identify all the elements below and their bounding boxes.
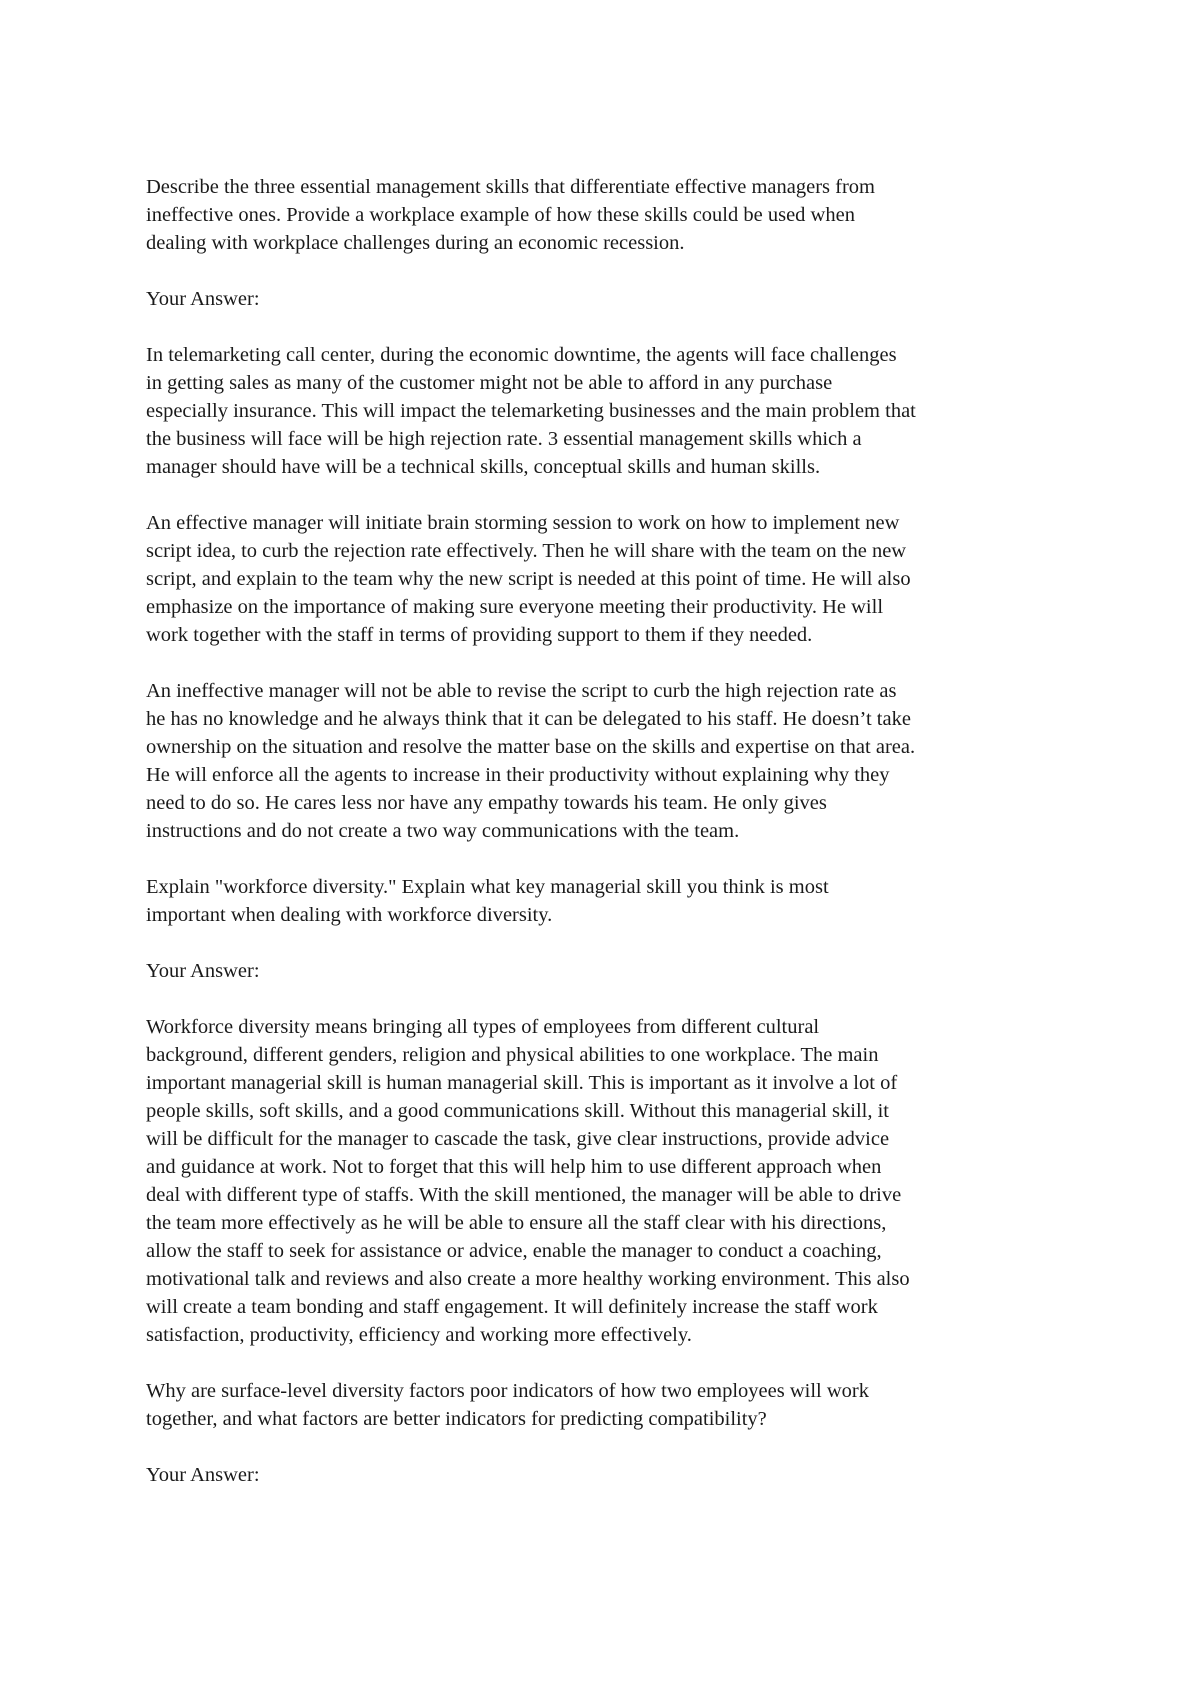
text-line: He will enforce all the agents to increase in their productivity without explaining why they: [146, 764, 890, 786]
answer-1-paragraph-3: [146, 677, 1076, 845]
text-line: manager should have will be a technical skills, conceptual skills and human skills.: [146, 456, 821, 478]
text-line: and guidance at work. Not to forget that this will help him to use different approach when: [146, 1156, 882, 1178]
text-line: script, and explain to the team why the new script is needed at this point of time. He will also: [146, 568, 911, 590]
text-line: especially insurance. This will impact the telemarketing businesses and the main problem that: [146, 400, 916, 422]
text-line: Workforce diversity means bringing all types of employees from different cultural: [146, 1016, 820, 1038]
text-line: background, different genders, religion and physical abilities to one workplace. The main: [146, 1044, 879, 1066]
text-line: the team more effectively as he will be able to ensure all the staff clear with his directions,: [146, 1212, 887, 1234]
text-line: will be difficult for the manager to cascade the task, give clear instructions, provide advice: [146, 1128, 890, 1150]
text-line: important managerial skill is human managerial skill. This is important as it involve a lot of: [146, 1072, 898, 1094]
document-page: [146, 173, 1076, 1517]
text-line: Describe the three essential management skills that differentiate effective managers from: [146, 176, 875, 198]
answer-1-paragraph-1: [146, 341, 1076, 481]
text-line: emphasize on the importance of making sure everyone meeting their productivity. He will: [146, 596, 884, 618]
question-2-text: [146, 873, 1076, 929]
text-line: important when dealing with workforce diversity.: [146, 904, 553, 926]
text-line: Your Answer:: [146, 288, 260, 310]
text-line: need to do so. He cares less nor have any empathy towards his team. He only gives: [146, 792, 827, 814]
text-line: work together with the staff in terms of providing support to them if they needed.: [146, 624, 813, 646]
text-line: instructions and do not create a two way communications with the team.: [146, 820, 740, 842]
text-line: An effective manager will initiate brain storming session to work on how to implement new: [146, 512, 900, 534]
text-line: ineffective ones. Provide a workplace example of how these skills could be used when: [146, 204, 855, 226]
text-line: In telemarketing call center, during the economic downtime, the agents will face challenges: [146, 344, 897, 366]
text-line: he has no knowledge and he always think that it can be delegated to his staff. He doesn’t take: [146, 708, 911, 730]
text-line: ownership on the situation and resolve the matter base on the skills and expertise on that area.: [146, 736, 916, 758]
answer-label-2: [146, 957, 1076, 985]
text-line: Why are surface-level diversity factors poor indicators of how two employees will work: [146, 1380, 869, 1402]
text-line: the business will face will be high rejection rate. 3 essential management skills which a: [146, 428, 862, 450]
text-line: script idea, to curb the rejection rate effectively. Then he will share with the team on the new: [146, 540, 907, 562]
answer-1-paragraph-2: [146, 509, 1076, 649]
text-line: deal with different type of staffs. With the skill mentioned, the manager will be able to drive: [146, 1184, 902, 1206]
question-3-text: [146, 1377, 1076, 1433]
text-line: Your Answer:: [146, 960, 260, 982]
text-line: in getting sales as many of the customer might not be able to afford in any purchase: [146, 372, 833, 394]
text-line: Explain "workforce diversity." Explain what key managerial skill you think is most: [146, 876, 829, 898]
text-line: dealing with workplace challenges during an economic recession.: [146, 232, 685, 254]
question-1-text: [146, 173, 1076, 257]
answer-2-paragraph-1: [146, 1013, 1076, 1349]
answer-label-3: [146, 1461, 1076, 1489]
text-line: people skills, soft skills, and a good communications skill. Without this managerial skill, it: [146, 1100, 889, 1122]
text-line: will create a team bonding and staff engagement. It will definitely increase the staff work: [146, 1296, 878, 1318]
text-line: Your Answer:: [146, 1464, 260, 1486]
text-line: motivational talk and reviews and also create a more healthy working environment. This also: [146, 1268, 910, 1290]
text-line: together, and what factors are better indicators for predicting compatibility?: [146, 1408, 767, 1430]
text-line: allow the staff to seek for assistance or advice, enable the manager to conduct a coaching,: [146, 1240, 882, 1262]
answer-label-1: [146, 285, 1076, 313]
text-line: An ineffective manager will not be able to revise the script to curb the high rejection rate as: [146, 680, 897, 702]
text-line: satisfaction, productivity, efficiency and working more effectively.: [146, 1324, 692, 1346]
